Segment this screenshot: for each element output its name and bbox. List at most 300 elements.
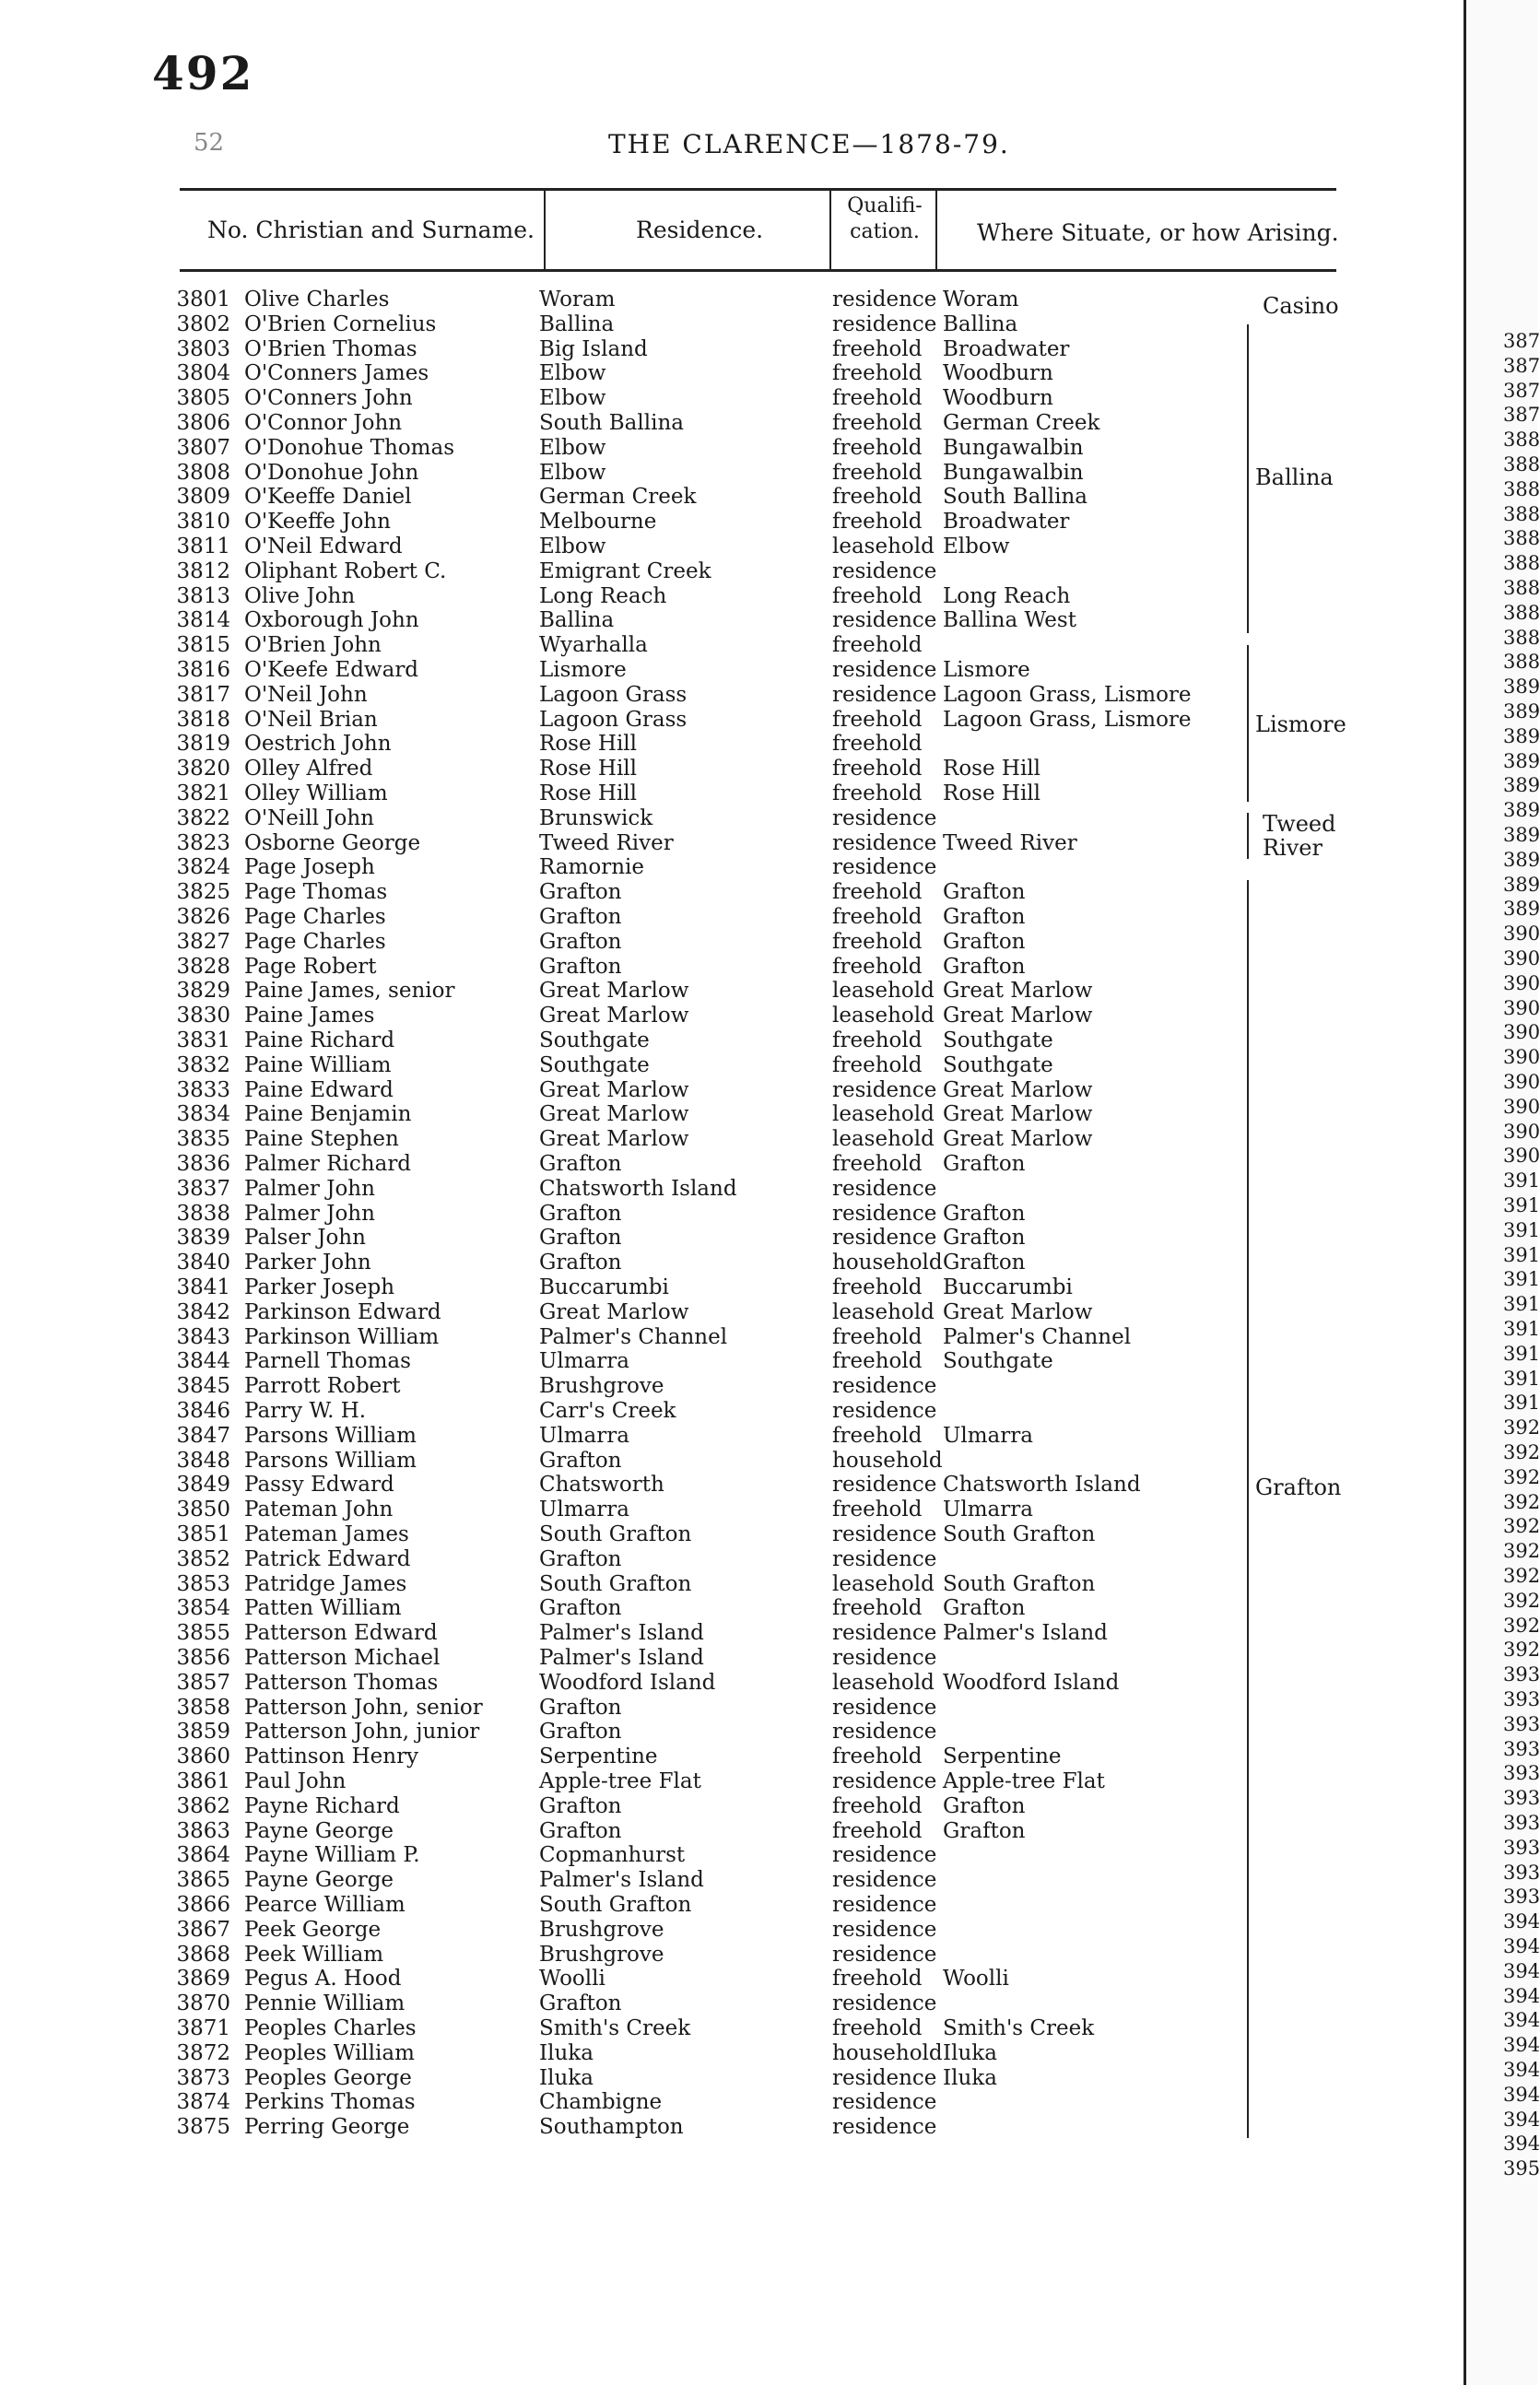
next-page-number: 392 [1503, 1441, 1540, 1463]
elector-residence: Tweed River [539, 830, 674, 855]
next-page-number: 390 [1503, 947, 1540, 969]
next-page-number: 393 [1503, 1836, 1540, 1859]
bracket-tweed [1247, 813, 1249, 859]
next-page-number: 389 [1503, 749, 1540, 772]
elector-name: Payne George [244, 1818, 394, 1843]
elector-qualification: residence [832, 1473, 937, 1498]
elector-residence: Big Island [539, 336, 648, 361]
elector-qualification: freehold [832, 1052, 923, 1077]
elector-name: Page Charles [244, 905, 386, 929]
header-divider-2 [829, 191, 831, 269]
elector-name: Olive John [244, 583, 356, 608]
elector-name: Patterson John, senior [244, 1695, 483, 1720]
elector-name: Parker Joseph [244, 1275, 395, 1299]
elector-residence: Serpentine [539, 1745, 658, 1769]
elector-qualification: household [832, 1448, 943, 1473]
header-no-name: No. Christian and Surname. [207, 217, 535, 243]
elector-number: 3832 [176, 1052, 230, 1077]
elector-qualification: leasehold [832, 535, 935, 558]
elector-residence: Wyarhalla [539, 633, 648, 658]
elector-where: Lagoon Grass, Lismore [943, 682, 1192, 707]
elector-residence: Ulmarra [539, 1349, 629, 1374]
elector-name: Patridge James [244, 1571, 407, 1596]
elector-name: Peoples William [244, 2040, 415, 2065]
next-page-number: 389 [1503, 799, 1540, 822]
elector-number: 3849 [176, 1473, 230, 1498]
elector-qualification: freehold [832, 485, 923, 510]
next-page-number: 391 [1503, 1318, 1540, 1340]
elector-number: 3814 [176, 608, 230, 633]
elector-where: Grafton [943, 880, 1026, 905]
elector-residence: Iluka [539, 2040, 594, 2065]
next-page-number: 393 [1503, 1886, 1540, 1909]
next-page-number: 390 [1503, 971, 1540, 994]
elector-number: 3852 [176, 1546, 230, 1571]
elector-name: Page Thomas [244, 880, 388, 905]
elector-number: 3850 [176, 1498, 230, 1522]
elector-where: Broadwater [943, 510, 1070, 535]
elector-residence: Elbow [539, 361, 606, 386]
elector-residence: Southampton [539, 2115, 684, 2140]
elector-qualification: residence [832, 1399, 937, 1423]
elector-residence: Rose Hill [539, 732, 638, 757]
elector-qualification: freehold [832, 336, 923, 361]
elector-name: O'Conners John [244, 386, 413, 411]
elector-residence: Apple-tree Flat [539, 1769, 701, 1793]
district-casino: Casino [1263, 293, 1339, 319]
elector-qualification: freehold [832, 435, 923, 460]
elector-where: Palmer's Channel [943, 1324, 1132, 1349]
elector-name: Patten William [244, 1596, 402, 1621]
elector-where: Great Marlow [943, 979, 1093, 1004]
elector-qualification: freehold [832, 1498, 923, 1522]
elector-number: 3819 [176, 732, 230, 757]
elector-where: Lagoon Grass, Lismore [943, 707, 1192, 732]
elector-name: Peek William [244, 1942, 384, 1967]
next-page-number: 393 [1503, 1663, 1540, 1686]
elector-qualification: freehold [832, 1349, 923, 1374]
next-page-number: 391 [1503, 1194, 1540, 1216]
elector-qualification: residence [832, 1695, 937, 1720]
elector-where: Ballina West [943, 608, 1076, 633]
elector-name: Page Charles [244, 929, 386, 954]
elector-number: 3821 [176, 781, 230, 805]
elector-qualification: residence [832, 2090, 937, 2115]
elector-residence: Rose Hill [539, 781, 638, 805]
elector-number: 3855 [176, 1621, 230, 1646]
next-page-number: 393 [1503, 1861, 1540, 1884]
next-page-number: 392 [1503, 1540, 1540, 1563]
elector-number: 3858 [176, 1695, 230, 1720]
elector-residence: Grafton [539, 1720, 622, 1745]
elector-where: Grafton [943, 1251, 1026, 1275]
elector-name: Parsons William [244, 1448, 417, 1473]
elector-residence: Chatsworth [539, 1473, 664, 1498]
elector-number: 3806 [176, 411, 230, 435]
elector-qualification: residence [832, 1201, 937, 1226]
elector-where: Great Marlow [943, 1077, 1093, 1102]
next-page-number: 388 [1503, 477, 1540, 500]
elector-name: Olley William [244, 781, 388, 805]
elector-qualification: residence [832, 830, 937, 855]
elector-residence: Woram [539, 288, 616, 311]
elector-where: Grafton [943, 905, 1026, 929]
elector-qualification: residence [832, 1646, 937, 1670]
elector-name: Paine Edward [244, 1077, 394, 1102]
elector-where: Ulmarra [943, 1498, 1033, 1522]
elector-name: Patterson Thomas [244, 1670, 439, 1695]
header-divider-3 [935, 191, 937, 269]
elector-number: 3868 [176, 1942, 230, 1967]
bracket-grafton [1247, 880, 1249, 2138]
elector-number: 3842 [176, 1299, 230, 1324]
elector-name: Paine James [244, 1004, 375, 1028]
elector-number: 3875 [176, 2115, 230, 2140]
elector-residence: Grafton [539, 1448, 622, 1473]
next-page-number: 392 [1503, 1614, 1540, 1637]
elector-name: Paul John [244, 1769, 347, 1793]
next-page-number: 391 [1503, 1293, 1540, 1316]
elector-number: 3864 [176, 1843, 230, 1868]
elector-qualification: freehold [832, 386, 923, 411]
elector-number: 3835 [176, 1127, 230, 1152]
elector-number: 3857 [176, 1670, 230, 1695]
elector-where: German Creek [943, 411, 1100, 435]
elector-name: Olive Charles [244, 288, 390, 311]
elector-residence: South Grafton [539, 1522, 692, 1546]
elector-name: Oliphant Robert C. [244, 558, 447, 583]
next-page-number: 389 [1503, 700, 1540, 723]
elector-residence: Grafton [539, 929, 622, 954]
elector-number: 3869 [176, 1967, 230, 1991]
elector-number: 3839 [176, 1226, 230, 1251]
elector-name: Patterson Michael [244, 1646, 441, 1670]
elector-number: 3837 [176, 1176, 230, 1201]
elector-name: Perkins Thomas [244, 2090, 416, 2115]
elector-name: Page Joseph [244, 855, 375, 880]
elector-number: 3813 [176, 583, 230, 608]
elector-where: Southgate [943, 1028, 1053, 1052]
elector-number: 3815 [176, 633, 230, 658]
next-page-number: 388 [1503, 552, 1540, 575]
elector-name: O'Connor John [244, 411, 403, 435]
elector-number: 3820 [176, 757, 230, 781]
elector-residence: Great Marlow [539, 1127, 689, 1152]
elector-number: 3838 [176, 1201, 230, 1226]
elector-qualification: freehold [832, 880, 923, 905]
elector-qualification: freehold [832, 633, 923, 658]
elector-where: Rose Hill [943, 757, 1041, 781]
district-tweed: Tweed [1263, 811, 1336, 837]
elector-where: Rose Hill [943, 781, 1041, 805]
elector-residence: Grafton [539, 1152, 622, 1176]
next-page-number: 394 [1503, 1910, 1540, 1933]
elector-name: Page Robert [244, 954, 377, 979]
elector-name: Parkinson Edward [244, 1299, 441, 1324]
elector-number: 3856 [176, 1646, 230, 1670]
elector-residence: Grafton [539, 1991, 622, 2016]
elector-number: 3810 [176, 510, 230, 535]
elector-qualification: freehold [832, 1818, 923, 1843]
elector-residence: Grafton [539, 1546, 622, 1571]
elector-residence: Buccarumbi [539, 1275, 669, 1299]
elector-qualification: freehold [832, 583, 923, 608]
elector-residence: Smith's Creek [539, 2016, 691, 2040]
elector-qualification: freehold [832, 1152, 923, 1176]
elector-qualification: residence [832, 855, 937, 880]
elector-name: Patrick Edward [244, 1546, 411, 1571]
elector-residence: Chambigne [539, 2090, 663, 2115]
elector-name: Pateman John [244, 1498, 394, 1522]
elector-number: 3851 [176, 1522, 230, 1546]
elector-number: 3836 [176, 1152, 230, 1176]
next-page-number: 388 [1503, 601, 1540, 624]
elector-where: Apple-tree Flat [943, 1769, 1105, 1793]
next-page-number: 389 [1503, 676, 1540, 699]
elector-where: Iluka [943, 2065, 997, 2090]
next-page-number: 395 [1503, 2157, 1540, 2180]
next-page-number: 393 [1503, 1712, 1540, 1735]
elector-residence: Brunswick [539, 805, 653, 830]
district-ballina: Ballina [1255, 464, 1334, 490]
elector-number: 3867 [176, 1917, 230, 1942]
next-page-number: 392 [1503, 1416, 1540, 1439]
elector-name: Pateman James [244, 1522, 409, 1546]
elector-residence: Brushgrove [539, 1917, 664, 1942]
elector-qualification: residence [832, 2065, 937, 2090]
elector-name: Pattinson Henry [244, 1745, 419, 1769]
elector-name: Oxborough John [244, 608, 419, 633]
elector-number: 3863 [176, 1818, 230, 1843]
elector-residence: Elbow [539, 460, 606, 485]
elector-name: O'Neil Brian [244, 707, 378, 732]
elector-number: 3870 [176, 1991, 230, 2016]
elector-residence: German Creek [539, 485, 697, 510]
next-page-number: 389 [1503, 724, 1540, 747]
elector-name: Passy Edward [244, 1473, 394, 1498]
elector-number: 3846 [176, 1399, 230, 1423]
elector-name: Parnell Thomas [244, 1349, 411, 1374]
elector-qualification: household [832, 1251, 943, 1275]
elector-name: O'Donohue John [244, 460, 419, 485]
elector-residence: Elbow [539, 435, 606, 460]
next-page-number: 392 [1503, 1515, 1540, 1538]
elector-name: Pennie William [244, 1991, 406, 2016]
elector-name: O'Brien John [244, 633, 382, 658]
elector-residence: Lagoon Grass [539, 707, 688, 732]
elector-name: O'Keeffe John [244, 510, 391, 535]
elector-where: Woodburn [943, 386, 1053, 411]
elector-number: 3809 [176, 485, 230, 510]
elector-number: 3847 [176, 1423, 230, 1448]
elector-number: 3861 [176, 1769, 230, 1793]
elector-number: 3831 [176, 1028, 230, 1052]
elector-where: Woodford Island [943, 1670, 1120, 1695]
elector-where: Grafton [943, 1201, 1026, 1226]
header-top-rule [180, 188, 1336, 191]
elector-where: Grafton [943, 954, 1026, 979]
elector-residence: Southgate [539, 1028, 650, 1052]
elector-number: 3865 [176, 1868, 230, 1893]
elector-number: 3803 [176, 336, 230, 361]
elector-where: Ballina [943, 311, 1018, 336]
next-page-number: 390 [1503, 1120, 1540, 1143]
next-page-number: 388 [1503, 429, 1540, 452]
next-page-number: 388 [1503, 527, 1540, 550]
elector-number: 3830 [176, 1004, 230, 1028]
next-page-number: 389 [1503, 824, 1540, 846]
elector-name: Palmer Richard [244, 1152, 412, 1176]
elector-qualification: residence [832, 805, 937, 830]
elector-number: 3824 [176, 855, 230, 880]
elector-number: 3804 [176, 361, 230, 386]
elector-number: 3862 [176, 1793, 230, 1818]
elector-where: Southgate [943, 1052, 1053, 1077]
next-page-number: 393 [1503, 1737, 1540, 1760]
elector-qualification: residence [832, 1917, 937, 1942]
elector-qualification: freehold [832, 707, 923, 732]
elector-name: Pearce William [244, 1893, 406, 1917]
elector-qualification: residence [832, 1522, 937, 1546]
elector-where: Long Reach [943, 583, 1071, 608]
elector-qualification: residence [832, 658, 937, 682]
elector-number: 3812 [176, 558, 230, 583]
elector-number: 3807 [176, 435, 230, 460]
elector-name: Paine James, senior [244, 979, 455, 1004]
elector-where: Great Marlow [943, 1299, 1093, 1324]
page-number: 492 [152, 46, 254, 100]
next-page-number: 393 [1503, 1787, 1540, 1810]
elector-number: 3828 [176, 954, 230, 979]
next-page-number: 389 [1503, 774, 1540, 797]
district-grafton: Grafton [1255, 1474, 1342, 1500]
elector-residence: Grafton [539, 1226, 622, 1251]
next-page-number: 387 [1503, 354, 1540, 377]
elector-residence: South Grafton [539, 1893, 692, 1917]
elector-qualification: residence [832, 1621, 937, 1646]
elector-where: Southgate [943, 1349, 1053, 1374]
elector-qualification: freehold [832, 1967, 923, 1991]
elector-qualification: freehold [832, 411, 923, 435]
elector-name: O'Brien Cornelius [244, 311, 437, 336]
elector-residence: Lagoon Grass [539, 682, 688, 707]
elector-where: Elbow [943, 535, 1010, 558]
elector-number: 3826 [176, 905, 230, 929]
elector-where: Grafton [943, 1226, 1026, 1251]
elector-residence: Palmer's Island [539, 1621, 704, 1646]
next-page-number: 390 [1503, 996, 1540, 1019]
next-page-number: 390 [1503, 922, 1540, 946]
running-head: THE CLARENCE—1878-79. [608, 129, 1010, 159]
elector-residence: Long Reach [539, 583, 667, 608]
elector-name: Perring George [244, 2115, 410, 2140]
next-page-number: 394 [1503, 2059, 1540, 2081]
elector-name: O'Conners James [244, 361, 429, 386]
elector-name: O'Donohue Thomas [244, 435, 455, 460]
next-page-number: 390 [1503, 1145, 1540, 1168]
elector-residence: Elbow [539, 535, 606, 558]
next-page-number: 392 [1503, 1490, 1540, 1513]
elector-name: Paine William [244, 1052, 392, 1077]
elector-where: Bungawalbin [943, 435, 1084, 460]
elector-qualification: leasehold [832, 1004, 935, 1028]
elector-residence: Grafton [539, 1818, 622, 1843]
elector-where: Palmer's Island [943, 1621, 1108, 1646]
elector-name: Pegus A. Hood [244, 1967, 402, 1991]
elector-qualification: residence [832, 1226, 937, 1251]
elector-qualification: residence [832, 1942, 937, 1967]
elector-residence: Lismore [539, 658, 627, 682]
elector-number: 3829 [176, 979, 230, 1004]
elector-name: O'Neil Edward [244, 535, 403, 558]
elector-residence: Woolli [539, 1967, 605, 1991]
next-page-number: 389 [1503, 898, 1540, 921]
elector-residence: Brushgrove [539, 1374, 664, 1399]
elector-where: Broadwater [943, 336, 1070, 361]
elector-residence: Melbourne [539, 510, 657, 535]
next-page-number: 392 [1503, 1565, 1540, 1587]
elector-qualification: leasehold [832, 1670, 935, 1695]
elector-number: 3834 [176, 1102, 230, 1127]
elector-qualification: freehold [832, 361, 923, 386]
elector-number: 3823 [176, 830, 230, 855]
header-residence: Residence. [636, 217, 764, 243]
elector-where: Buccarumbi [943, 1275, 1073, 1299]
elector-where: South Grafton [943, 1522, 1096, 1546]
elector-where: Grafton [943, 1818, 1026, 1843]
elector-residence: Great Marlow [539, 1299, 689, 1324]
next-page-number: 392 [1503, 1465, 1540, 1488]
next-page-number: 391 [1503, 1169, 1540, 1192]
elector-where: Grafton [943, 1152, 1026, 1176]
elector-qualification: leasehold [832, 1571, 935, 1596]
elector-where: Serpentine [943, 1745, 1062, 1769]
elector-qualification: freehold [832, 1028, 923, 1052]
elector-residence: Great Marlow [539, 1102, 689, 1127]
elector-qualification: residence [832, 1868, 937, 1893]
next-page-number: 388 [1503, 502, 1540, 525]
elector-where: Bungawalbin [943, 460, 1084, 485]
elector-qualification: residence [832, 1546, 937, 1571]
next-page-number: 391 [1503, 1243, 1540, 1266]
next-page-number: 394 [1503, 2132, 1540, 2156]
elector-where: Great Marlow [943, 1127, 1093, 1152]
next-page-number: 389 [1503, 873, 1540, 896]
elector-number: 3845 [176, 1374, 230, 1399]
elector-qualification: residence [832, 682, 937, 707]
elector-qualification: residence [832, 1176, 937, 1201]
elector-number: 3860 [176, 1745, 230, 1769]
next-page-number: 387 [1503, 379, 1540, 402]
elector-where: South Grafton [943, 1571, 1096, 1596]
elector-number: 3871 [176, 2016, 230, 2040]
elector-qualification: freehold [832, 781, 923, 805]
elector-qualification: residence [832, 1769, 937, 1793]
elector-number: 3844 [176, 1349, 230, 1374]
elector-qualification: residence [832, 608, 937, 633]
elector-name: Peek George [244, 1917, 382, 1942]
next-page-number: 393 [1503, 1688, 1540, 1710]
elector-number: 3808 [176, 460, 230, 485]
elector-where: Woolli [943, 1967, 1009, 1991]
elector-qualification: freehold [832, 1275, 923, 1299]
elector-where: Ulmarra [943, 1423, 1033, 1448]
elector-residence: Copmanhurst [539, 1843, 686, 1868]
next-page-number: 388 [1503, 651, 1540, 674]
elector-qualification: residence [832, 288, 937, 311]
elector-name: Patterson John, junior [244, 1720, 480, 1745]
elector-qualification: freehold [832, 510, 923, 535]
